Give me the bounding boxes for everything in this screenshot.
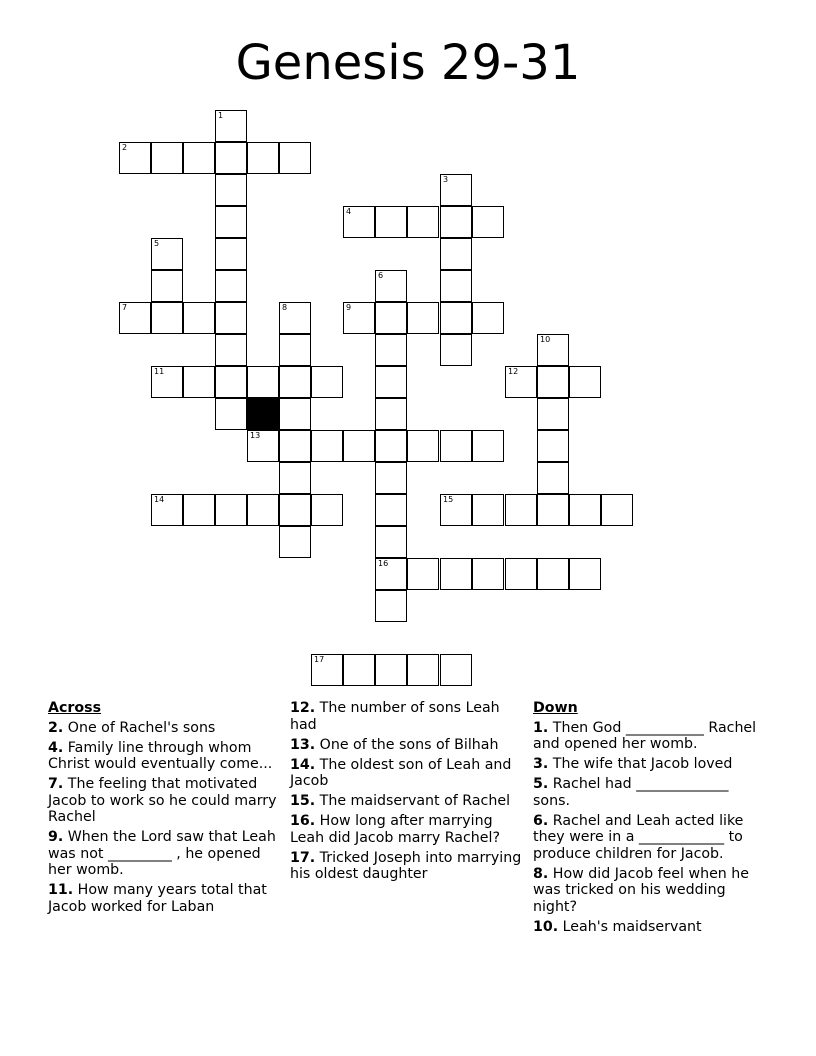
answer-cell[interactable]: [537, 398, 569, 430]
answer-cell[interactable]: [247, 142, 279, 174]
answer-cell[interactable]: [119, 142, 151, 174]
answer-cell[interactable]: [440, 238, 472, 270]
clue-item-number: 11.: [48, 882, 74, 898]
answer-cell[interactable]: [151, 302, 183, 334]
answer-cell[interactable]: [569, 558, 601, 590]
answer-cell[interactable]: [375, 654, 407, 686]
clue-item: [290, 737, 522, 754]
answer-cell[interactable]: [440, 494, 472, 526]
answer-cell[interactable]: [472, 206, 504, 238]
answer-cell[interactable]: [311, 654, 343, 686]
answer-cell[interactable]: [343, 206, 375, 238]
clue-item-text: The number of sons Leah had: [290, 700, 500, 733]
clue-number: 17: [314, 655, 325, 664]
answer-cell[interactable]: [247, 430, 279, 462]
clue-item-text: When the Lord saw that Leah was not _________ , he opened her womb.: [48, 829, 276, 878]
clue-item: [48, 829, 280, 879]
clue-item: [533, 813, 769, 863]
clue-item: [290, 813, 522, 846]
clue-number: 7: [122, 303, 128, 312]
clue-item-number: 6.: [533, 812, 549, 829]
down-clues-column: [533, 700, 769, 939]
answer-cell[interactable]: [215, 270, 247, 302]
answer-cell[interactable]: [537, 366, 569, 398]
answer-cell[interactable]: [151, 238, 183, 270]
clue-item: [533, 776, 769, 809]
answer-cell[interactable]: [311, 494, 343, 526]
answer-cell[interactable]: [215, 238, 247, 270]
answer-cell[interactable]: [440, 558, 472, 590]
clue-item-number: 16.: [290, 813, 316, 829]
answer-cell[interactable]: [375, 494, 407, 526]
clue-number: 9: [346, 303, 352, 312]
answer-cell[interactable]: [440, 654, 472, 686]
answer-cell[interactable]: [343, 302, 375, 334]
clue-number: 6: [378, 271, 384, 280]
answer-cell[interactable]: [247, 366, 279, 398]
answer-cell[interactable]: [279, 430, 311, 462]
clue-item-text: Tricked Joseph into marrying his oldest daughter: [290, 849, 522, 882]
clue-item-text: How long after marrying Leah did Jacob marry Rachel?: [290, 813, 500, 846]
clue-number: 2: [122, 143, 128, 152]
answer-cell[interactable]: [279, 462, 311, 494]
clue-item-number: 3.: [533, 756, 549, 772]
answer-cell[interactable]: [375, 398, 407, 430]
black-cell: [247, 398, 279, 430]
clue-item: [533, 756, 769, 773]
clue-item-number: 7.: [48, 776, 64, 792]
answer-cell[interactable]: [279, 366, 311, 398]
answer-cell[interactable]: [375, 430, 407, 462]
answer-cell[interactable]: [183, 494, 215, 526]
answer-cell[interactable]: [375, 462, 407, 494]
clue-item-number: 14.: [290, 756, 316, 773]
answer-cell[interactable]: [375, 334, 407, 366]
answer-cell[interactable]: [279, 142, 311, 174]
answer-cell[interactable]: [569, 366, 601, 398]
across-heading: Across: [48, 700, 102, 716]
clue-item-number: 4.: [48, 739, 64, 756]
answer-cell[interactable]: [440, 206, 472, 238]
answer-cell[interactable]: [505, 366, 537, 398]
answer-cell[interactable]: [537, 462, 569, 494]
answer-cell[interactable]: [375, 302, 407, 334]
clue-number: 8: [282, 303, 288, 312]
clue-item-text: The oldest son of Leah and Jacob: [290, 756, 512, 789]
clue-item-number: 1.: [533, 719, 549, 736]
clue-item: [48, 882, 280, 915]
clue-item-number: 13.: [290, 736, 316, 753]
answer-cell[interactable]: [505, 494, 537, 526]
answer-cell[interactable]: [183, 302, 215, 334]
answer-cell[interactable]: [279, 398, 311, 430]
clue-item-text: The maidservant of Rachel: [319, 793, 511, 809]
answer-cell[interactable]: [407, 302, 439, 334]
answer-cell[interactable]: [472, 558, 504, 590]
clue-item-number: 15.: [290, 793, 316, 809]
answer-cell[interactable]: [343, 654, 375, 686]
answer-cell[interactable]: [215, 398, 247, 430]
clue-number: 14: [154, 495, 165, 504]
clue-item: [48, 776, 280, 826]
answer-cell[interactable]: [151, 142, 183, 174]
answer-cell[interactable]: [279, 494, 311, 526]
answer-cell[interactable]: [375, 590, 407, 622]
answer-cell[interactable]: [440, 334, 472, 366]
clue-number: 11: [154, 367, 165, 376]
answer-cell[interactable]: [537, 430, 569, 462]
answer-cell[interactable]: [537, 494, 569, 526]
clue-item: [533, 866, 769, 916]
clue-number: 12: [508, 367, 519, 376]
answer-cell[interactable]: [151, 366, 183, 398]
clue-item: [48, 740, 280, 773]
answer-cell[interactable]: [407, 558, 439, 590]
answer-cell[interactable]: [537, 558, 569, 590]
answer-cell[interactable]: [279, 302, 311, 334]
answer-cell[interactable]: [537, 334, 569, 366]
answer-cell[interactable]: [375, 270, 407, 302]
answer-cell[interactable]: [375, 558, 407, 590]
answer-cell[interactable]: [119, 302, 151, 334]
clue-item-text: Rachel and Leah acted like they were in a ____________ to produce children for Jacob.: [533, 812, 744, 862]
answer-cell[interactable]: [311, 366, 343, 398]
answer-cell[interactable]: [375, 526, 407, 558]
answer-cell[interactable]: [311, 430, 343, 462]
answer-cell[interactable]: [151, 270, 183, 302]
answer-cell[interactable]: [215, 366, 247, 398]
answer-cell[interactable]: [472, 302, 504, 334]
answer-cell[interactable]: [505, 558, 537, 590]
answer-cell[interactable]: [215, 334, 247, 366]
clue-item-text: One of Rachel's sons: [67, 719, 216, 736]
answer-cell[interactable]: [279, 334, 311, 366]
clue-item: [48, 720, 280, 737]
answer-cell[interactable]: [440, 302, 472, 334]
across-clue-list-continued: [290, 700, 522, 883]
clue-number: 10: [540, 335, 551, 344]
answer-cell[interactable]: [215, 206, 247, 238]
clue-item-text: Then God ___________ Rachel and opened her womb.: [533, 719, 757, 752]
clue-item: [533, 720, 769, 753]
answer-cell[interactable]: [215, 302, 247, 334]
clue-item-number: 10.: [533, 918, 559, 935]
clue-item-number: 12.: [290, 700, 316, 716]
answer-cell[interactable]: [472, 494, 504, 526]
clue-item: [533, 919, 769, 936]
clue-item-text: How did Jacob feel when he was tricked on his wedding night?: [533, 865, 750, 915]
answer-cell[interactable]: [440, 430, 472, 462]
answer-cell[interactable]: [407, 430, 439, 462]
clue-item: [290, 700, 522, 733]
clue-number: 1: [218, 111, 224, 120]
answer-cell[interactable]: [279, 526, 311, 558]
clue-item: [290, 850, 522, 883]
answer-cell[interactable]: [440, 174, 472, 206]
clue-item-text: Leah's maidservant: [562, 918, 702, 935]
answer-cell[interactable]: [183, 366, 215, 398]
clue-item-text: Family line through whom Christ would eventually come...: [48, 739, 273, 772]
answer-cell[interactable]: [407, 654, 439, 686]
answer-cell[interactable]: [569, 494, 601, 526]
answer-cell[interactable]: [601, 494, 633, 526]
clue-number: 4: [346, 207, 352, 216]
clue-number: 15: [443, 495, 454, 504]
clue-number: 16: [378, 559, 389, 568]
clue-number: 5: [154, 239, 160, 248]
clue-item-text: The wife that Jacob loved: [552, 756, 733, 772]
answer-cell[interactable]: [375, 366, 407, 398]
across-clues-column-continued: [290, 700, 522, 886]
clue-item-number: 17.: [290, 849, 316, 866]
answer-cell[interactable]: [215, 110, 247, 142]
clue-item-number: 8.: [533, 865, 549, 882]
clue-item-text: How many years total that Jacob worked for Laban: [48, 882, 267, 915]
answer-cell[interactable]: [472, 430, 504, 462]
clue-number: 13: [250, 431, 261, 440]
answer-cell[interactable]: [151, 494, 183, 526]
clue-item-text: The feeling that motivated Jacob to work so he could marry Rachel: [48, 776, 277, 825]
page-title: Genesis 29-31: [235, 35, 581, 91]
answer-cell[interactable]: [215, 174, 247, 206]
answer-cell[interactable]: [440, 270, 472, 302]
clue-item-text: One of the sons of Bilhah: [319, 736, 499, 753]
clue-item-number: 9.: [48, 829, 64, 845]
answer-cell[interactable]: [343, 430, 375, 462]
clue-item-text: Rachel had _____________ sons.: [533, 776, 729, 809]
down-heading: Down: [533, 700, 578, 716]
clue-item-number: 2.: [48, 719, 64, 736]
across-clues-column: [48, 700, 280, 919]
across-clue-list: [48, 720, 280, 916]
answer-cell[interactable]: [215, 142, 247, 174]
answer-cell[interactable]: [183, 142, 215, 174]
down-clue-list: [533, 720, 769, 936]
clue-number: 3: [443, 175, 449, 184]
clue-item-number: 5.: [533, 776, 549, 792]
answer-cell[interactable]: [407, 206, 439, 238]
answer-cell[interactable]: [375, 206, 407, 238]
answer-cell[interactable]: [247, 494, 279, 526]
clue-item: [290, 793, 522, 810]
clue-item: [290, 757, 522, 790]
answer-cell[interactable]: [215, 494, 247, 526]
